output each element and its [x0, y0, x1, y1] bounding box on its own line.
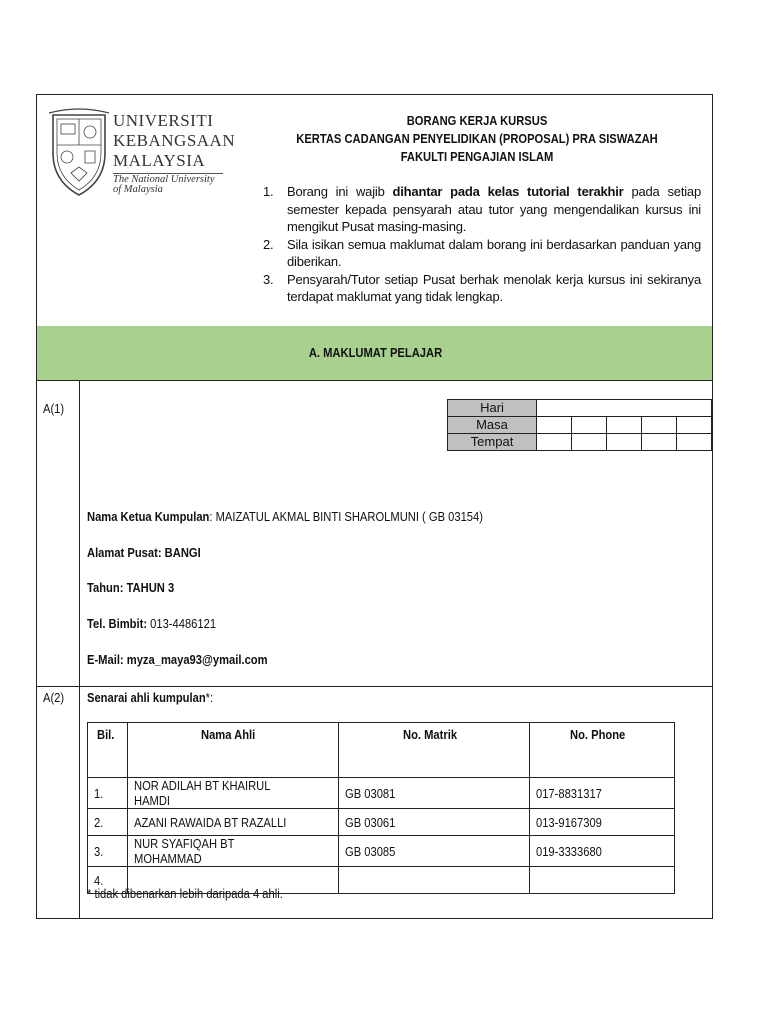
email-label: E-Mail: — [87, 652, 127, 667]
university-logo — [47, 107, 236, 202]
logo-tagline-1: The National University — [113, 174, 215, 185]
member-list-heading-row — [87, 690, 213, 705]
column-header-phone: No. Phone — [530, 723, 675, 778]
schedule-label-time: Masa — [448, 417, 537, 434]
mobile-label: Tel. Bimbit: — [87, 616, 151, 631]
year-row — [87, 580, 174, 595]
cell-phone[interactable]: 017-8831317 — [530, 778, 675, 809]
member-table-header — [88, 723, 675, 778]
divider — [37, 686, 712, 687]
leader-name-row — [87, 509, 483, 524]
table-row — [88, 809, 675, 836]
faculty-name: FAKULTI PENGAJIAN ISLAM — [400, 149, 554, 164]
column-header-no: Bil. — [88, 723, 128, 778]
cell-matric[interactable] — [339, 867, 530, 894]
cell-no: 2. — [88, 809, 128, 836]
section-a1-label: A(1) — [43, 401, 65, 416]
place-field[interactable] — [607, 434, 642, 451]
schedule-grid — [447, 399, 712, 451]
leader-name-label: Nama Ketua Kumpulan — [87, 509, 210, 524]
cell-no: 1. — [88, 778, 128, 809]
schedule-label-day: Hari — [448, 400, 537, 417]
email-row — [87, 652, 268, 667]
schedule-label-place: Tempat — [448, 434, 537, 451]
time-field[interactable] — [677, 417, 712, 434]
mobile-value: 013-4486121 — [150, 616, 217, 631]
place-field[interactable] — [572, 434, 607, 451]
instructions-list — [263, 183, 701, 306]
centre-row — [87, 545, 201, 560]
time-field[interactable] — [537, 417, 572, 434]
time-field[interactable] — [607, 417, 642, 434]
form-title: BORANG KERJA KURSUS — [406, 113, 548, 128]
instruction-item: 3. Pensyarah/Tutor setiap Pusat berhak menolak kerja kursus ini sekiranya terdapat maklumat yang tidak lengkap. — [263, 271, 701, 304]
instruction-item: 1. Borang ini wajib dihantar pada kelas tutorial terakhir pada setiap semester kepada pensyarah atau tutor yang mengendalikan kursus ini mengikut Pusat masing-masing. — [263, 184, 701, 234]
divider — [79, 380, 80, 919]
centre-value: BANGI — [164, 545, 201, 560]
member-table — [87, 722, 675, 894]
email-value: myza_maya93@ymail.com — [126, 652, 268, 667]
day-field[interactable] — [537, 400, 712, 417]
centre-label: Alamat Pusat: — [87, 545, 165, 560]
column-header-name: Nama Ahli — [128, 723, 339, 778]
member-list-heading-suffix: *: — [205, 690, 214, 705]
coursework-form — [36, 94, 713, 919]
place-field[interactable] — [677, 434, 712, 451]
member-list-heading: Senarai ahli kumpulan — [87, 690, 206, 705]
logo-tagline-2: of Malaysia — [113, 184, 163, 195]
divider — [37, 380, 712, 381]
cell-matric[interactable]: GB 03085 — [339, 836, 530, 867]
time-field[interactable] — [572, 417, 607, 434]
member-limit-footnote: * tidak dibenarkan lebih daripada 4 ahli. — [87, 886, 283, 901]
cell-name[interactable]: AZANI RAWAIDA BT RAZALLI — [128, 809, 339, 836]
logo-line-3: MALAYSIA — [113, 151, 206, 170]
time-field[interactable] — [642, 417, 677, 434]
cell-phone[interactable]: 013-9167309 — [530, 809, 675, 836]
cell-phone[interactable]: 019-3333680 — [530, 836, 675, 867]
mobile-row — [87, 616, 216, 631]
place-field[interactable] — [537, 434, 572, 451]
cell-name[interactable]: NUR SYAFIQAH BT MOHAMMAD — [128, 836, 339, 867]
table-row — [88, 836, 675, 867]
cell-no: 3. — [88, 836, 128, 867]
year-value: TAHUN 3 — [126, 580, 175, 595]
cell-no: 4. — [88, 867, 128, 894]
cell-matric[interactable]: GB 03081 — [339, 778, 530, 809]
instruction-item: 2. Sila isikan semua maklumat dalam borang ini berdasarkan panduan yang diberikan. — [263, 236, 701, 269]
column-header-matric: No. Matrik — [339, 723, 530, 778]
form-subtitle: KERTAS CADANGAN PENYELIDIKAN (PROPOSAL) PRA SISWAZAH — [296, 131, 658, 146]
logo-line-2: KEBANGSAAN — [113, 131, 236, 150]
cell-matric[interactable]: GB 03061 — [339, 809, 530, 836]
logo-line-1: UNIVERSITI — [113, 111, 214, 130]
table-row — [88, 778, 675, 809]
section-a-title: A. MAKLUMAT PELAJAR — [308, 345, 443, 360]
place-field[interactable] — [642, 434, 677, 451]
section-a2-label: A(2) — [43, 690, 65, 705]
cell-phone[interactable] — [530, 867, 675, 894]
university-crest-icon — [47, 107, 111, 199]
leader-name-value: : MAIZATUL AKMAL BINTI SHAROLMUNI ( GB 03154) — [209, 509, 483, 524]
year-label: Tahun: — [87, 580, 127, 595]
cell-name[interactable]: NOR ADILAH BT KHAIRUL HAMDI — [128, 778, 339, 809]
